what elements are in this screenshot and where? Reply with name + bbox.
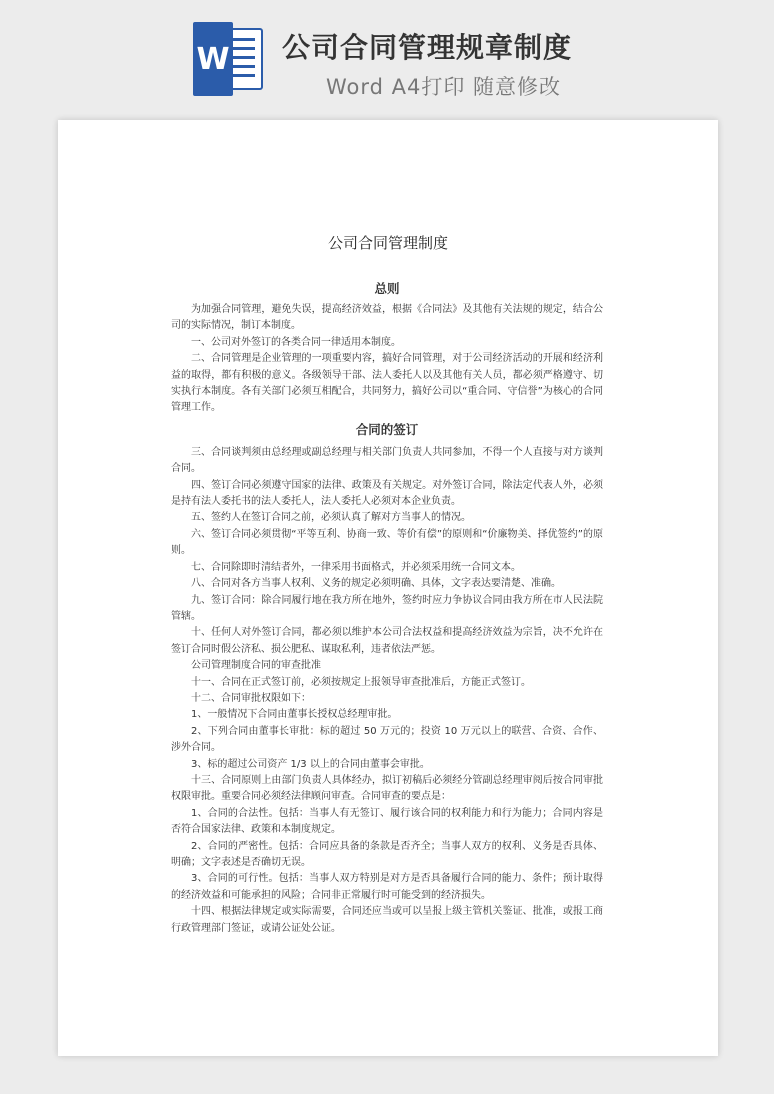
paragraph: 八、合同对各方当事人权利、义务的规定必须明确、具体，文字表达要清楚、准确。 [191,578,561,590]
paragraph: 十二、合同审批权限如下： [191,692,311,704]
paragraph: 十、任何人对外签订合同，都必须以维护本公司合法权益和提高经济效益为宗旨，决不允许在签订合同时假公济私、损公肥私、谋取私利，违者依法严惩。 [171,627,603,655]
paragraph: 1、一般情况下合同由董事长授权总经理审批。 [191,709,398,721]
paragraph: 十一、合同在正式签订前，必须按规定上报领导审查批准后，方能正式签订。 [191,676,531,688]
page-header [0,0,774,112]
word-icon-letter: W [193,22,233,96]
paragraph: 六、签订合同必须贯彻“平等互利、协商一致、等价有偿”的原则和“价廉物美、择优签约”的原则。 [171,528,603,557]
section-general [171,280,603,417]
document-title: 公司合同管理制度 [327,234,448,252]
section-heading: 合同的签订 [355,421,419,437]
paragraph: 一、公司对外签订的各类合同一律适用本制度。 [191,336,401,348]
paragraph: 四、签订合同必须遵守国家的法律、政策及有关规定。对外签订合同，除法定代表人外，必须是持有法人委托书的法人委托人，法人委托人必须对本企业负责。 [171,479,603,508]
paragraph: 1、合同的合法性。包括：当事人有无签订、履行该合同的权利能力和行为能力；合同内容是否符合国家法律、政策和本制度规定。 [171,807,603,836]
document-page [58,120,718,1056]
page-title: 公司合同管理规章制度 [282,31,573,64]
paragraph: 二、合同管理是企业管理的一项重要内容，搞好合同管理，对于公司经济活动的开展和经济利益的取得，都有积极的意义。各级领导干部、法人委托人以及其他有关人员，都必须严格遵守、切实执行本制度。各有关部门必须互相配合，共同努力，搞好公司以“重合同、守信誉”为核心的合同管理工作。 [171,353,603,414]
section-heading: 总则 [374,281,400,296]
paragraph: 3、合同的可行性。包括：当事人双方特别是对方是否具备履行合同的能力、条件；预计取得的经济效益和可能承担的风险；合同非正常履行时可能受到的经济损失。 [171,873,603,901]
document-body [171,280,603,937]
paragraph: 九、签订合同：除合同履行地在我方所在地外，签约时应力争协议合同由我方所在市人民法院管辖。 [171,594,603,622]
paragraph: 三、合同谈判须由总经理或副总经理与相关部门负责人共同参加，不得一个人直接与对方谈判合同。 [171,446,603,475]
paragraph: 十四、根据法律规定或实际需要，合同还应当或可以呈报上级主管机关鉴证、批准，或报工商行政管理部门签证，或请公证处公证。 [171,906,603,934]
paragraph: 七、合同除即时清结者外，一律采用书面格式，并必须采用统一合同文本。 [191,561,521,573]
paragraph: 五、签约人在签订合同之前，必须认真了解对方当事人的情况。 [191,512,471,524]
paragraph: 2、合同的严密性。包括：合同应具备的条款是否齐全；当事人双方的权利、义务是否具体、明确；文字表述是否确切无误。 [171,840,603,868]
section-contract-signing [171,421,603,937]
paragraph: 3、标的超过公司资产 1/3 以上的合同由董事会审批。 [191,758,430,770]
page-subtitle: Word A4打印 随意修改 [326,75,562,99]
paragraph: 2、下列合同由董事长审批：标的超过 50 万元的；投资 10 万元以上的联营、合资、合作、涉外合同。 [171,725,603,754]
paragraph: 为加强合同管理，避免失误，提高经济效益，根据《合同法》及其他有关法规的规定，结合公司的实际情况，制订本制度。 [171,304,603,332]
paragraph: 公司管理制度合同的审查批准 [191,660,321,672]
word-document-icon [193,22,265,96]
paragraph: 十三、合同原则上由部门负责人具体经办，拟订初稿后必须经分管副总经理审阅后按合同审批权限审批。重要合同必须经法律顾问审查。合同审查的要点是： [171,774,603,803]
